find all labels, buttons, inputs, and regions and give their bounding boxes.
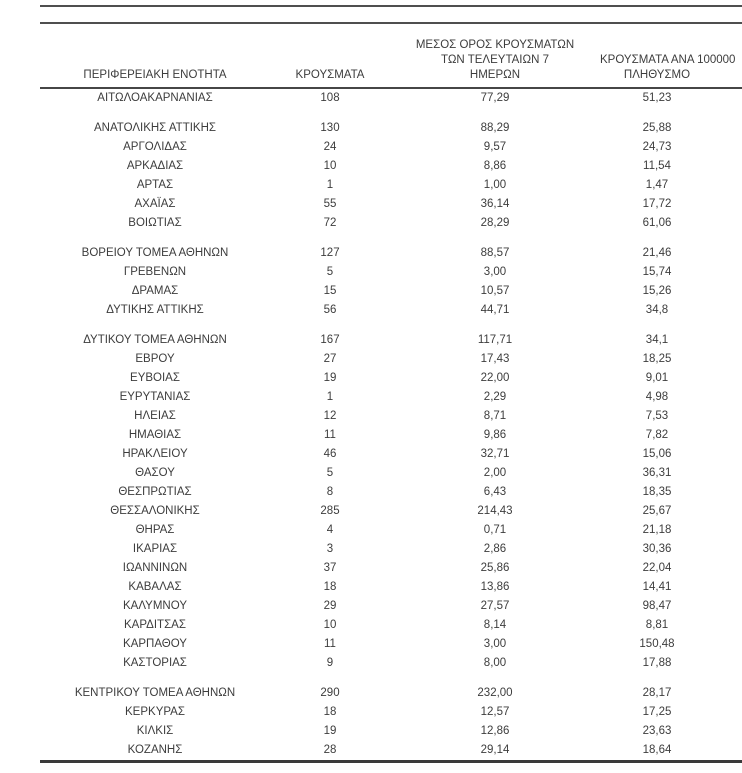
avg7-cell: 32,71 bbox=[480, 448, 510, 460]
cases-cell: 55 bbox=[323, 198, 337, 210]
per100k-cell: 30,36 bbox=[642, 543, 672, 555]
cases-cell: 19 bbox=[323, 725, 337, 737]
region-name-cell: ΗΛΕΙΑΣ bbox=[134, 410, 176, 422]
top-rule-upper bbox=[40, 5, 742, 7]
avg7-cell: 12,86 bbox=[480, 725, 510, 737]
avg7-cell: 27,57 bbox=[480, 600, 510, 612]
cases-cell: 285 bbox=[320, 505, 340, 517]
cases-cell: 29 bbox=[323, 600, 337, 612]
per100k-cell: 15,06 bbox=[642, 448, 672, 460]
spacer-row bbox=[40, 108, 742, 119]
cases-cell: 28 bbox=[323, 744, 337, 756]
table-row bbox=[40, 521, 742, 540]
region-name-cell: ΒΟΡΕΙΟΥ ΤΟΜΕΑ ΑΘΗΝΩΝ bbox=[81, 247, 229, 259]
cases-cell: 56 bbox=[323, 304, 337, 316]
table-row bbox=[40, 157, 742, 176]
per100k-cell: 8,81 bbox=[645, 619, 669, 631]
cases-cell: 24 bbox=[323, 141, 337, 153]
cases-cell: 72 bbox=[323, 217, 337, 229]
region-name-cell: ΑΡΓΟΛΙΔΑΣ bbox=[123, 141, 187, 153]
region-name-cell: ΚΑΛΥΜΝΟΥ bbox=[123, 600, 187, 612]
region-name-cell: ΑΙΤΩΛΟΑΚΑΡΝΑΝΙΑΣ bbox=[97, 92, 213, 104]
avg7-cell: 1,00 bbox=[483, 179, 507, 191]
table-row bbox=[40, 350, 742, 369]
table-row bbox=[40, 635, 742, 654]
per100k-cell: 14,41 bbox=[642, 581, 672, 593]
table-header bbox=[40, 38, 742, 88]
column-header-region-label: ΠΕΡΙΦΕΡΕΙΑΚΗ ΕΝΟΤΗΤΑ bbox=[83, 69, 227, 81]
avg7-cell: 77,29 bbox=[480, 92, 510, 104]
region-name-cell: ΔΥΤΙΚΟΥ ΤΟΜΕΑ ΑΘΗΝΩΝ bbox=[83, 334, 227, 346]
per100k-cell: 17,25 bbox=[642, 706, 672, 718]
avg7-cell: 22,00 bbox=[480, 372, 510, 384]
region-name-cell: ΗΡΑΚΛΕΙΟΥ bbox=[122, 448, 188, 460]
avg7-cell: 6,43 bbox=[483, 486, 507, 498]
per100k-cell: 98,47 bbox=[642, 600, 672, 612]
column-header-per-100k-line1: ΚΡΟΥΣΜΑΤΑ ΑΝΑ 100000 bbox=[600, 54, 736, 66]
per100k-cell: 15,26 bbox=[642, 285, 672, 297]
avg7-cell: 88,57 bbox=[480, 247, 510, 259]
avg7-cell: 9,86 bbox=[483, 429, 507, 441]
avg7-cell: 44,71 bbox=[480, 304, 510, 316]
avg7-cell: 8,86 bbox=[483, 160, 507, 172]
per100k-cell: 7,53 bbox=[645, 410, 669, 422]
header-row bbox=[40, 38, 742, 88]
column-header-cases-label: ΚΡΟΥΣΜΑΤΑ bbox=[295, 69, 365, 81]
cases-cell: 1 bbox=[326, 179, 334, 191]
per100k-cell: 22,04 bbox=[642, 562, 672, 574]
group-spacer bbox=[40, 108, 742, 119]
table-row bbox=[40, 282, 742, 301]
table-row bbox=[40, 741, 742, 762]
table-row bbox=[40, 388, 742, 407]
group-spacer bbox=[40, 673, 742, 684]
table-row bbox=[40, 369, 742, 388]
region-group bbox=[40, 88, 742, 108]
region-name-cell: ΘΑΣΟΥ bbox=[135, 467, 175, 479]
cases-cell: 10 bbox=[323, 160, 337, 172]
avg7-cell: 2,00 bbox=[483, 467, 507, 479]
avg7-cell: 12,57 bbox=[480, 706, 510, 718]
region-name-cell: ΚΑΡΠΑΘΟΥ bbox=[123, 638, 187, 650]
region-name-cell: ΙΩΑΝΝΙΝΩΝ bbox=[122, 562, 188, 574]
per100k-cell: 150,48 bbox=[639, 638, 675, 650]
cases-cell: 130 bbox=[320, 122, 340, 134]
avg7-cell: 9,57 bbox=[483, 141, 507, 153]
regional-cases-table bbox=[40, 38, 742, 763]
avg7-cell: 3,00 bbox=[483, 638, 507, 650]
table-row bbox=[40, 654, 742, 673]
cases-cell: 4 bbox=[326, 524, 334, 536]
cases-cell: 290 bbox=[320, 687, 340, 699]
region-group bbox=[40, 244, 742, 320]
avg7-cell: 0,71 bbox=[483, 524, 507, 536]
per100k-cell: 18,35 bbox=[642, 486, 672, 498]
spacer-cell bbox=[40, 108, 742, 119]
cases-cell: 11 bbox=[324, 638, 336, 650]
spacer-cell bbox=[40, 673, 742, 684]
avg7-cell: 3,00 bbox=[483, 266, 507, 278]
per100k-cell: 24,73 bbox=[642, 141, 672, 153]
region-name-cell: ΑΡΚΑΔΙΑΣ bbox=[126, 160, 184, 172]
avg7-cell: 8,71 bbox=[483, 410, 507, 422]
avg7-cell: 13,86 bbox=[480, 581, 510, 593]
per100k-cell: 51,23 bbox=[642, 92, 672, 104]
column-header-7day-average bbox=[390, 38, 600, 88]
table-row bbox=[40, 464, 742, 483]
region-name-cell: ΗΜΑΘΙΑΣ bbox=[128, 429, 182, 441]
avg7-cell: 117,71 bbox=[477, 334, 513, 346]
table-row bbox=[40, 703, 742, 722]
per100k-cell: 17,88 bbox=[642, 657, 672, 669]
table-row bbox=[40, 301, 742, 320]
table-row bbox=[40, 597, 742, 616]
region-name-cell: ΚΟΖΑΝΗΣ bbox=[127, 744, 183, 756]
cases-cell: 127 bbox=[320, 247, 340, 259]
avg7-cell: 17,43 bbox=[480, 353, 510, 365]
table-row bbox=[40, 407, 742, 426]
table-row bbox=[40, 445, 742, 464]
cases-cell: 10 bbox=[323, 619, 337, 631]
cases-cell: 9 bbox=[326, 657, 334, 669]
region-group bbox=[40, 331, 742, 673]
table-row bbox=[40, 195, 742, 214]
per100k-cell: 34,8 bbox=[645, 304, 669, 316]
table-row bbox=[40, 176, 742, 195]
region-name-cell: ΙΚΑΡΙΑΣ bbox=[132, 543, 178, 555]
region-name-cell: ΚΑΡΔΙΤΣΑΣ bbox=[124, 619, 186, 631]
avg7-cell: 214,43 bbox=[477, 505, 513, 517]
column-header-cases bbox=[270, 38, 390, 88]
region-group bbox=[40, 119, 742, 233]
avg7-cell: 232,00 bbox=[477, 687, 513, 699]
cases-cell: 8 bbox=[326, 486, 334, 498]
region-name-cell: ΕΥΡΥΤΑΝΙΑΣ bbox=[119, 391, 191, 403]
cases-cell: 15 bbox=[323, 285, 337, 297]
region-name-cell: ΘΗΡΑΣ bbox=[135, 524, 175, 536]
avg7-cell: 2,29 bbox=[483, 391, 507, 403]
region-name-cell: ΔΡΑΜΑΣ bbox=[131, 285, 179, 297]
per100k-cell: 28,17 bbox=[642, 687, 672, 699]
column-header-region bbox=[40, 38, 270, 88]
cases-cell: 1 bbox=[326, 391, 334, 403]
spacer-row bbox=[40, 233, 742, 244]
per100k-cell: 36,31 bbox=[642, 467, 672, 479]
region-name-cell: ΑΧΑΪΑΣ bbox=[134, 198, 176, 210]
per100k-cell: 23,63 bbox=[642, 725, 672, 737]
region-name-cell: ΚΙΛΚΙΣ bbox=[136, 725, 174, 737]
table-row bbox=[40, 684, 742, 703]
per100k-cell: 21,18 bbox=[642, 524, 672, 536]
region-name-cell: ΕΒΡΟΥ bbox=[135, 353, 175, 365]
spacer-row bbox=[40, 320, 742, 331]
region-name-cell: ΒΟΙΩΤΙΑΣ bbox=[128, 217, 182, 229]
column-header-per-100k bbox=[600, 38, 742, 88]
group-spacer bbox=[40, 320, 742, 331]
region-name-cell: ΚΕΡΚΥΡΑΣ bbox=[125, 706, 185, 718]
avg7-cell: 10,57 bbox=[480, 285, 510, 297]
per100k-cell: 17,72 bbox=[642, 198, 672, 210]
table-row bbox=[40, 138, 742, 157]
table-row bbox=[40, 483, 742, 502]
per100k-cell: 15,74 bbox=[642, 266, 672, 278]
per100k-cell: 9,01 bbox=[645, 372, 669, 384]
table-row bbox=[40, 559, 742, 578]
cases-cell: 18 bbox=[323, 706, 337, 718]
per100k-cell: 18,25 bbox=[642, 353, 672, 365]
table-row bbox=[40, 502, 742, 521]
cases-cell: 5 bbox=[326, 266, 334, 278]
per100k-cell: 18,64 bbox=[642, 744, 672, 756]
cases-cell: 12 bbox=[323, 410, 337, 422]
spacer-cell bbox=[40, 320, 742, 331]
cases-cell: 108 bbox=[320, 92, 340, 104]
avg7-cell: 8,14 bbox=[483, 619, 507, 631]
table-row bbox=[40, 119, 742, 138]
column-header-per-100k-line2: ΠΛΗΘΥΣΜΟ bbox=[623, 69, 691, 81]
table-row bbox=[40, 244, 742, 263]
region-name-cell: ΓΡΕΒΕΝΩΝ bbox=[123, 266, 187, 278]
column-header-7day-average-line2: ΤΩΝ ΤΕΛΕΥΤΑΙΩΝ 7 bbox=[441, 54, 549, 66]
table-row bbox=[40, 426, 742, 445]
cases-cell: 19 bbox=[323, 372, 337, 384]
region-name-cell: ΕΥΒΟΙΑΣ bbox=[130, 372, 180, 384]
table-row bbox=[40, 263, 742, 282]
cases-cell: 3 bbox=[326, 543, 334, 555]
per100k-cell: 21,46 bbox=[642, 247, 672, 259]
top-rule-lower bbox=[40, 22, 742, 24]
per100k-cell: 7,82 bbox=[645, 429, 669, 441]
avg7-cell: 2,86 bbox=[483, 543, 507, 555]
spacer-row bbox=[40, 673, 742, 684]
region-name-cell: ΑΝΑΤΟΛΙΚΗΣ ΑΤΤΙΚΗΣ bbox=[93, 122, 216, 134]
table-row bbox=[40, 722, 742, 741]
region-name-cell: ΘΕΣΣΑΛΟΝΙΚΗΣ bbox=[110, 505, 200, 517]
table-row bbox=[40, 214, 742, 233]
cases-cell: 11 bbox=[324, 429, 336, 441]
cases-cell: 27 bbox=[323, 353, 337, 365]
group-spacer bbox=[40, 233, 742, 244]
avg7-cell: 8,00 bbox=[483, 657, 507, 669]
per100k-cell: 34,1 bbox=[645, 334, 669, 346]
cases-cell: 18 bbox=[323, 581, 337, 593]
per100k-cell: 4,98 bbox=[645, 391, 669, 403]
per100k-cell: 1,47 bbox=[645, 179, 669, 191]
cases-cell: 46 bbox=[323, 448, 337, 460]
table-row bbox=[40, 616, 742, 635]
cases-cell: 37 bbox=[323, 562, 337, 574]
avg7-cell: 25,86 bbox=[480, 562, 510, 574]
avg7-cell: 36,14 bbox=[480, 198, 510, 210]
region-group bbox=[40, 684, 742, 762]
cases-cell: 167 bbox=[320, 334, 340, 346]
avg7-cell: 29,14 bbox=[480, 744, 510, 756]
avg7-cell: 28,29 bbox=[480, 217, 510, 229]
avg7-cell: 88,29 bbox=[480, 122, 510, 134]
cases-cell: 5 bbox=[326, 467, 334, 479]
region-name-cell: ΔΥΤΙΚΗΣ ΑΤΤΙΚΗΣ bbox=[106, 304, 204, 316]
table-row bbox=[40, 88, 742, 108]
column-header-7day-average-line1: ΜΕΣΟΣ ΟΡΟΣ ΚΡΟΥΣΜΑΤΩΝ bbox=[415, 39, 575, 51]
region-name-cell: ΚΑΣΤΟΡΙΑΣ bbox=[123, 657, 187, 669]
per100k-cell: 61,06 bbox=[642, 217, 672, 229]
per100k-cell: 25,67 bbox=[642, 505, 672, 517]
region-name-cell: ΚΑΒΑΛΑΣ bbox=[128, 581, 182, 593]
column-header-7day-average-line3: ΗΜΕΡΩΝ bbox=[469, 69, 521, 81]
region-name-cell: ΑΡΤΑΣ bbox=[136, 179, 174, 191]
region-name-cell: ΘΕΣΠΡΩΤΙΑΣ bbox=[118, 486, 192, 498]
region-name-cell: ΚΕΝΤΡΙΚΟΥ ΤΟΜΕΑ ΑΘΗΝΩΝ bbox=[74, 687, 236, 699]
table-row bbox=[40, 331, 742, 350]
table-row bbox=[40, 578, 742, 597]
spacer-cell bbox=[40, 233, 742, 244]
per100k-cell: 25,88 bbox=[642, 122, 672, 134]
per100k-cell: 11,54 bbox=[643, 160, 671, 172]
table-row bbox=[40, 540, 742, 559]
